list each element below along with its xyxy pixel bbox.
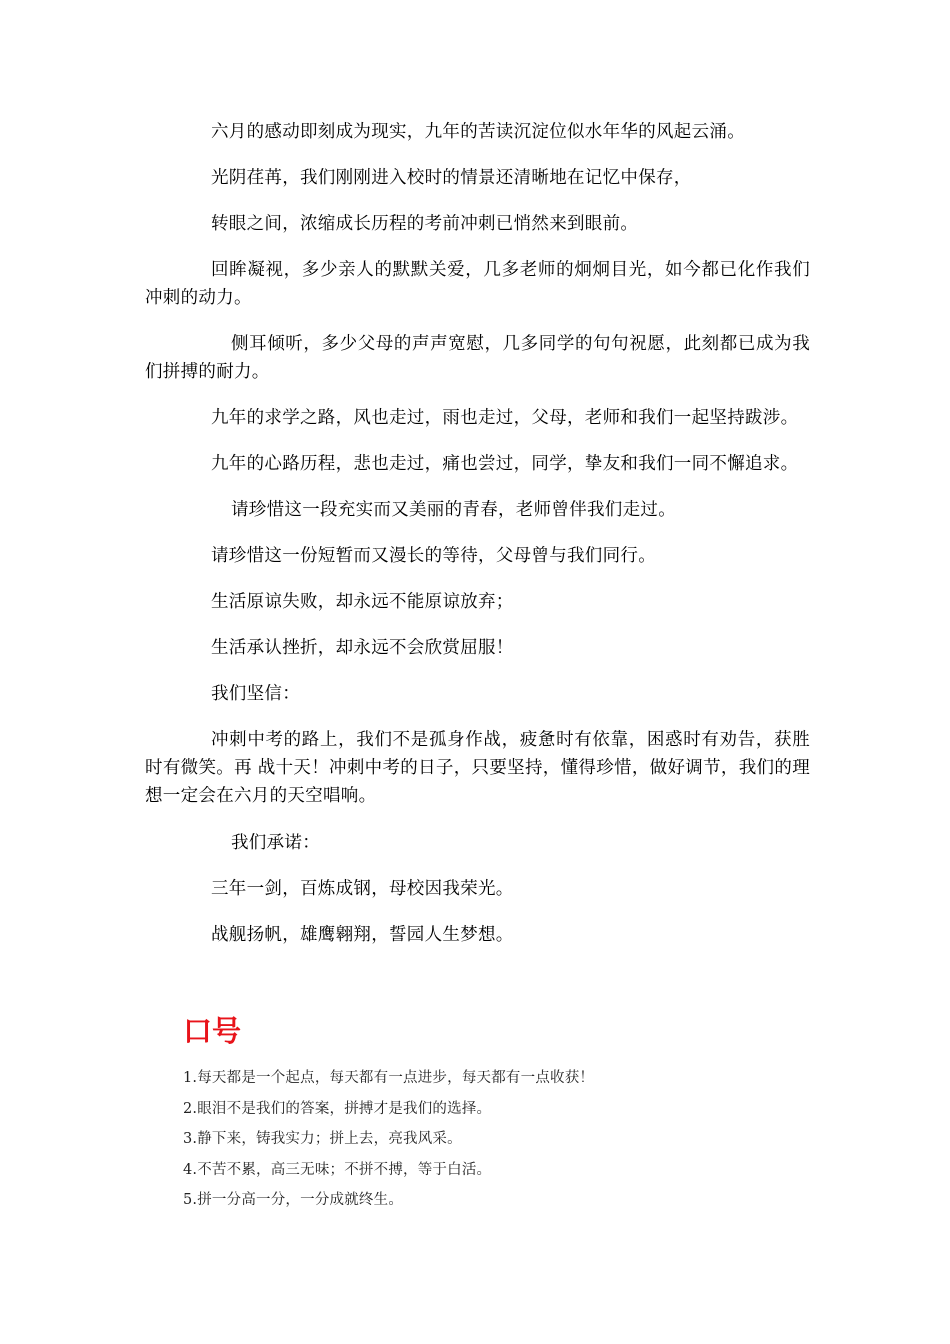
paragraph: 侧耳倾听，多少父母的声声宽慰，几多同学的句句祝愿，此刻都已成为我们拼搏的耐力。 xyxy=(145,334,810,382)
list-item: 1.每天都是一个起点，每天都有一点进步，每天都有一点收获！ xyxy=(183,1070,595,1086)
list-item: 4.不苦不累，高三无味；不拼不搏，等于白活。 xyxy=(183,1161,492,1178)
list-item: 3.静下来，铸我实力；拼上去，亮我风采。 xyxy=(183,1131,462,1147)
slogan-section xyxy=(183,1012,823,1221)
list-item: 5.拼一分高一分，一分成就终生。 xyxy=(183,1192,404,1208)
paragraph: 请珍惜这一段充实而又美丽的青春，老师曾伴我们走过。 xyxy=(231,500,676,520)
paragraph: 战舰扬帆，雄鹰翱翔，誓园人生梦想。 xyxy=(211,925,514,945)
paragraph: 三年一剑，百炼成钢，母校因我荣光。 xyxy=(211,879,514,899)
paragraph: 我们坚信： xyxy=(211,684,300,704)
paragraph: 回眸凝视，多少亲人的默默关爱，几多老师的炯炯目光，如今都已化作我们冲刺的动力。 xyxy=(145,260,810,308)
paragraph: 我们承诺： xyxy=(231,833,320,853)
paragraph: 九年的心路历程，悲也走过，痛也尝过，同学，挚友和我们一同不懈追求。 xyxy=(211,454,799,474)
paragraph: 生活承认挫折，却永远不会欣赏屈服！ xyxy=(211,638,514,658)
list-item: 2.眼泪不是我们的答案，拼搏才是我们的选择。 xyxy=(183,1100,492,1117)
speech-body xyxy=(145,118,810,949)
paragraph: 生活原谅失败，却永远不能原谅放弃； xyxy=(211,592,514,612)
paragraph: 六月的感动即刻成为现实，九年的苦读沉淀位似水年华的风起云涌。 xyxy=(211,122,745,142)
slogan-heading: 口号 xyxy=(183,1014,242,1048)
paragraph: 请珍惜这一份短暂而又漫长的等待，父母曾与我们同行。 xyxy=(211,546,656,566)
paragraph: 转眼之间，浓缩成长历程的考前冲刺已悄然来到眼前。 xyxy=(211,214,639,234)
paragraph: 光阴荏苒，我们刚刚进入校时的情景还清晰地在记忆中保存， xyxy=(211,168,692,188)
slogan-list xyxy=(183,1068,823,1210)
paragraph: 冲刺中考的路上，我们不是孤身作战，疲惫时有依靠，困惑时有劝告，获胜时有微笑。再 战十天！冲刺中考的日子，只要坚持，懂得珍惜，做好调节，我们的理想一定会在六月的天空唱响。 xyxy=(145,730,810,806)
paragraph: 九年的求学之路，风也走过，雨也走过，父母，老师和我们一起坚持跋涉。 xyxy=(211,408,799,428)
